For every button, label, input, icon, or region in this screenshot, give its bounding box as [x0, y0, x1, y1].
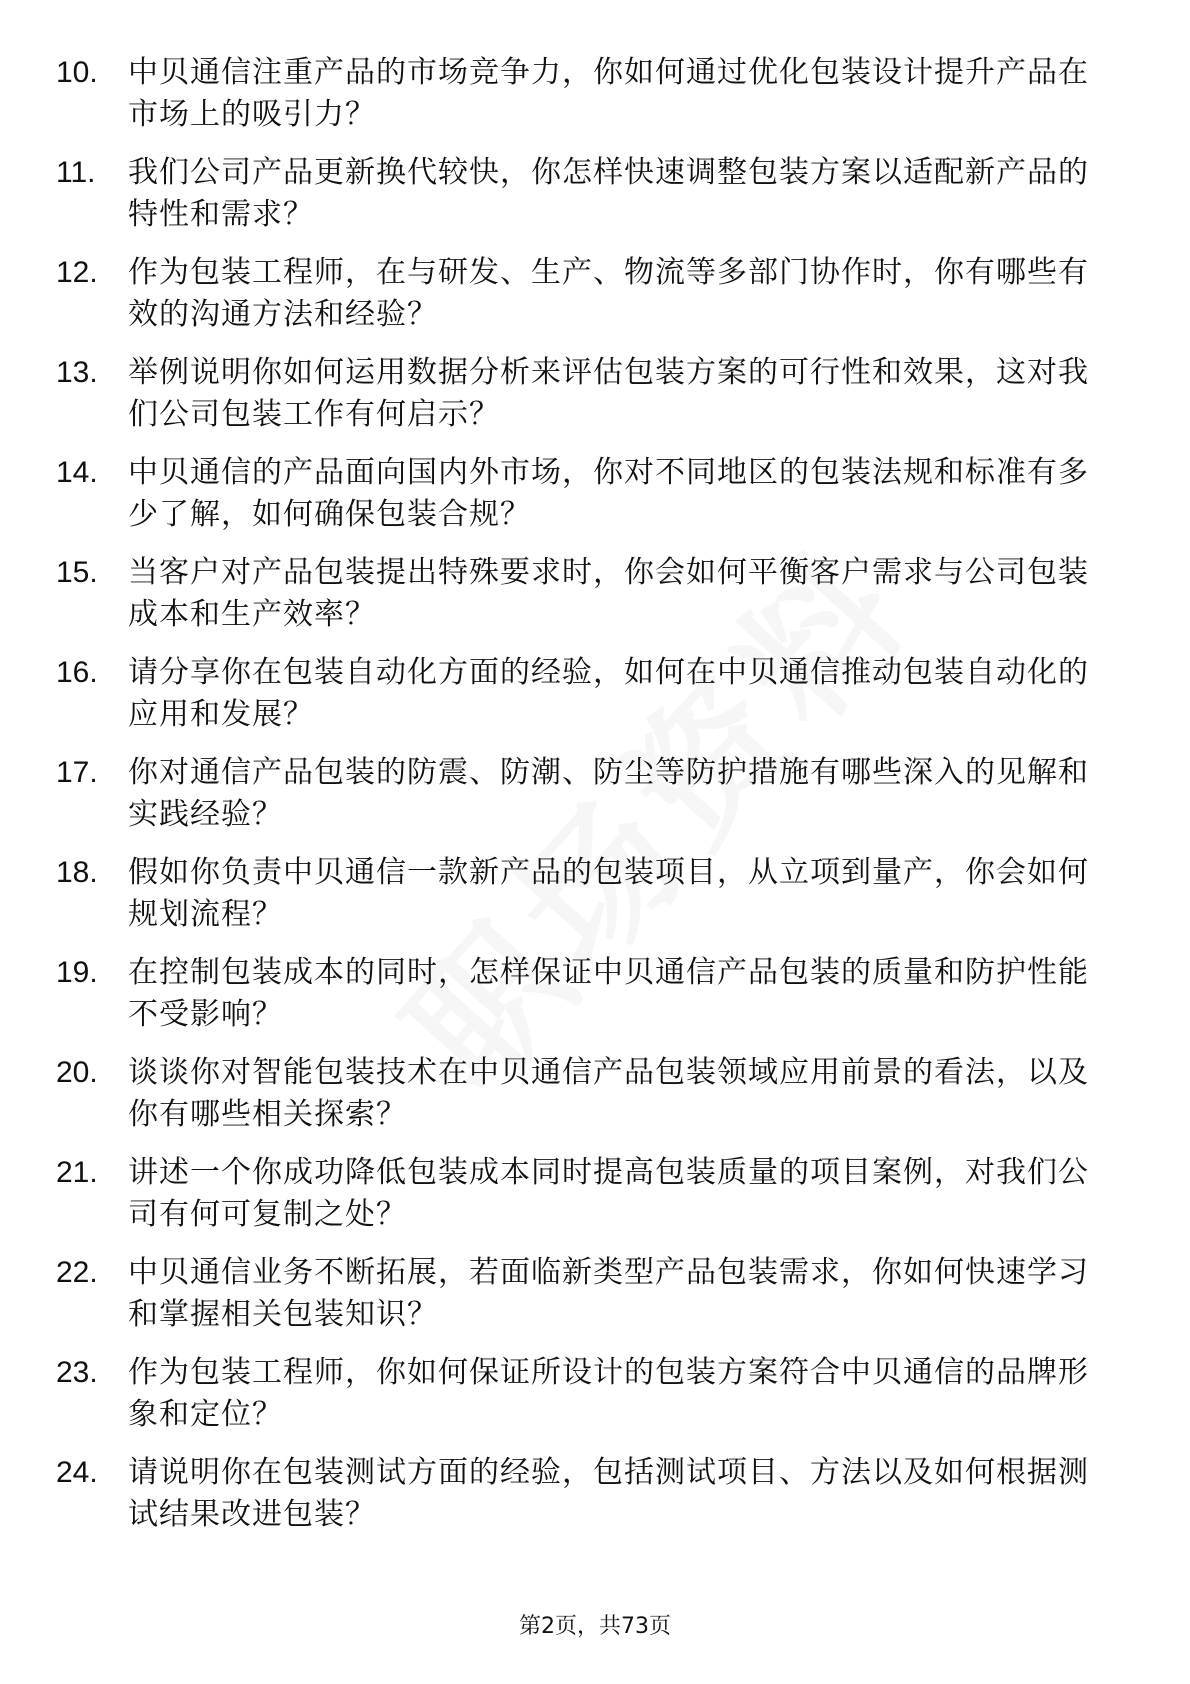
question-text: 假如你负责中贝通信一款新产品的包装项目，从立项到量产，你会如何规划流程？: [128, 855, 1089, 932]
list-item: [56, 1352, 1116, 1436]
question-number: 15.: [56, 556, 98, 589]
list-item: [56, 852, 1116, 936]
question-text: 谈谈你对智能包装技术在中贝通信产品包装领域应用前景的看法，以及你有哪些相关探索？: [128, 1055, 1089, 1132]
list-item: [56, 52, 1116, 136]
list-item: [56, 152, 1116, 236]
question-text: 中贝通信的产品面向国内外市场，你对不同地区的包装法规和标准有多少了解，如何确保包装合规？: [128, 455, 1089, 532]
question-number: 23.: [56, 1356, 98, 1389]
list-item: [56, 552, 1116, 636]
question-number: 18.: [56, 856, 98, 889]
list-item: [56, 1252, 1116, 1336]
question-text: 请说明你在包装测试方面的经验，包括测试项目、方法以及如何根据测试结果改进包装？: [128, 1455, 1089, 1532]
list-item: [56, 252, 1116, 336]
question-number: 11.: [56, 156, 96, 189]
question-text: 中贝通信注重产品的市场竞争力，你如何通过优化包装设计提升产品在市场上的吸引力？: [128, 55, 1089, 132]
list-item: [56, 352, 1116, 436]
page-footer: [0, 1612, 1190, 1642]
list-item: [56, 952, 1116, 1036]
question-text: 请分享你在包装自动化方面的经验，如何在中贝通信推动包装自动化的应用和发展？: [128, 655, 1089, 732]
list-item: [56, 1052, 1116, 1136]
question-number: 17.: [56, 756, 98, 789]
question-text: 中贝通信业务不断拓展，若面临新类型产品包装需求，你如何快速学习和掌握相关包装知识？: [128, 1255, 1089, 1332]
question-number: 12.: [56, 256, 98, 289]
question-number: 13.: [56, 356, 98, 389]
question-number: 24.: [56, 1456, 98, 1489]
question-text: 举例说明你如何运用数据分析来评估包装方案的可行性和效果，这对我们公司包装工作有何启示？: [128, 355, 1089, 432]
question-number: 20.: [56, 1056, 98, 1089]
question-number: 22.: [56, 1256, 98, 1289]
question-list: [56, 52, 1116, 1552]
page-number-label: 第2页，共73页: [519, 1614, 671, 1639]
question-number: 19.: [56, 956, 98, 989]
list-item: [56, 452, 1116, 536]
question-text: 你对通信产品包装的防震、防潮、防尘等防护措施有哪些深入的见解和实践经验？: [128, 755, 1089, 832]
question-text: 作为包装工程师，你如何保证所设计的包装方案符合中贝通信的品牌形象和定位？: [128, 1355, 1089, 1432]
list-item: [56, 752, 1116, 836]
question-text: 我们公司产品更新换代较快，你怎样快速调整包装方案以适配新产品的特性和需求？: [128, 155, 1089, 232]
question-number: 21.: [56, 1156, 98, 1189]
question-text: 当客户对产品包装提出特殊要求时，你会如何平衡客户需求与公司包装成本和生产效率？: [128, 555, 1089, 632]
list-item: [56, 1152, 1116, 1236]
question-number: 14.: [56, 456, 98, 489]
question-number: 10.: [56, 56, 98, 89]
list-item: [56, 1452, 1116, 1536]
question-number: 16.: [56, 656, 98, 689]
question-text: 讲述一个你成功降低包装成本同时提高包装质量的项目案例，对我们公司有何可复制之处？: [128, 1155, 1089, 1232]
list-item: [56, 652, 1116, 736]
question-text: 在控制包装成本的同时，怎样保证中贝通信产品包装的质量和防护性能不受影响？: [128, 955, 1089, 1032]
question-text: 作为包装工程师，在与研发、生产、物流等多部门协作时，你有哪些有效的沟通方法和经验？: [128, 255, 1089, 332]
